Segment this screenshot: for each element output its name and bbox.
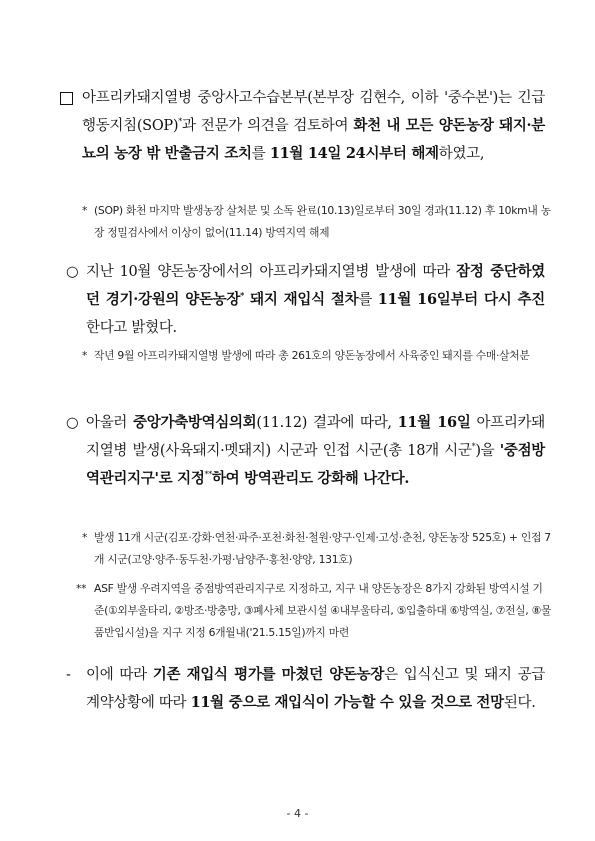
text-span: 한다고 밝혔다. [86,320,177,336]
footnote-marker: * [82,204,88,217]
footnote-1 [82,200,552,244]
bold-text: 하여 방역관리도 강화해 나간다. [211,470,410,487]
square-bullet-icon [60,84,73,115]
footnote-text: 작년 9월 아프리카돼지열병 발생에 따라 총 261호의 양돈농장에서 사육중인 돼지를 수매·살처분 [94,349,530,362]
paragraph-2-text [86,258,545,342]
footnote-text: 발생 11개 시군(김포·강화·연천·파주·포천·화천·철원·양구·인제·고성·춘천, 양돈농장 525호) + 인접 7개 시군(고양·양주·동두천·가평·남양주·홍천·양양, 131호) [94,531,551,566]
bold-text: 돼지 재입식 절차 [243,291,359,308]
page-number: - 4 - [286,807,309,820]
footnote-mark: * [471,442,476,452]
text-span: 아프리카돼지열병 중앙사고수습본부(본부장 김현수, 이하 '중수본')는 긴급행동지침(SOP) [82,90,545,134]
footnote-mark: ** [204,470,212,480]
footnote-2 [82,345,552,367]
paragraph-2 [66,258,545,342]
dash-bullet: - [66,667,71,683]
bold-text: 11월 중으로 재입식이 가능할 수 있을 것으로 전망 [190,694,504,711]
footnote-mark: * [240,290,244,301]
text-span: 이에 따라 [86,667,153,683]
bold-text: 기존 재입식 평가를 마쳤던 양돈농장 [152,666,385,683]
text-span: 아프리카돼지열병 발생(사육돼지·멧돼지) 시군과 인접 시군(총 18개 시군 [86,415,545,459]
text-span: (11.12) 결과에 따라, [256,415,398,431]
text-span: )을 [475,443,500,459]
text-span: 된다. [503,695,536,711]
bold-text: 11월 16일 [397,414,471,431]
circle-bullet-icon: ○ [66,264,79,280]
footnote-text: (SOP) 화천 마지막 발생농장 살처분 및 소독 완료(10.13)일로부터 30일 경과(11.12) 후 10km내 농장 정밀검사에서 이상이 없어(11.14) 방역지역 해제 [94,204,551,239]
bold-text: '중점방역관리지구'로 지정 [86,442,545,487]
paragraph-1-text [82,84,545,168]
paragraph-3 [66,409,545,493]
bold-text: 11월 14일 24시부터 해제 [269,145,439,162]
text-span: 지난 10월 양돈농장에서의 아프리카돼지열병 발생에 따라 [86,264,457,280]
footnote-3 [82,527,552,571]
text-span: 아울러 [86,415,134,431]
text-span: 를 [358,292,378,308]
footnote-mark: * [178,117,182,127]
text-span: 하였고, [438,146,485,162]
text-span: 은 입식신고 및 돼지 공급 계약상황에 따라 [86,667,545,711]
paragraph-4 [66,661,545,717]
bold-text: 잠정 중단하였던 경기·강원의 양돈농장 [86,263,545,308]
footnote-marker: * [82,531,88,544]
circle-bullet-icon: ○ [66,415,79,431]
text-span: 과 전문가 의견을 검토하여 [181,118,354,134]
footnote-4 [76,578,552,644]
paragraph-4-text [86,661,545,717]
paragraph-3-text [86,409,545,493]
footnote-marker: ** [76,582,87,595]
footnote-text: ASF 발생 우려지역을 중점방역관리지구로 지정하고, 지구 내 양돈농장은 8가지 강화된 방역시설 기준(①외부울타리, ②방조·방충망, ③폐사체 보관시설 ④내부울타리, ⑤입출하대 ⑥방역실, ⑦전실, ⑧물품반입시설)을 지구 지정 6개월내('21.5.15일)까지 마련 [94,582,552,639]
bold-text: 11월 16일부터 다시 추진 [377,291,545,308]
footnote-marker: * [82,349,88,362]
bold-text: 화천 내 모든 양돈농장 돼지·분뇨의 농장 밖 반출금지 조치 [82,117,545,162]
bold-text: 중앙가축방역심의회 [133,414,257,431]
text-span: 를 [251,146,270,162]
paragraph-1 [60,84,545,168]
